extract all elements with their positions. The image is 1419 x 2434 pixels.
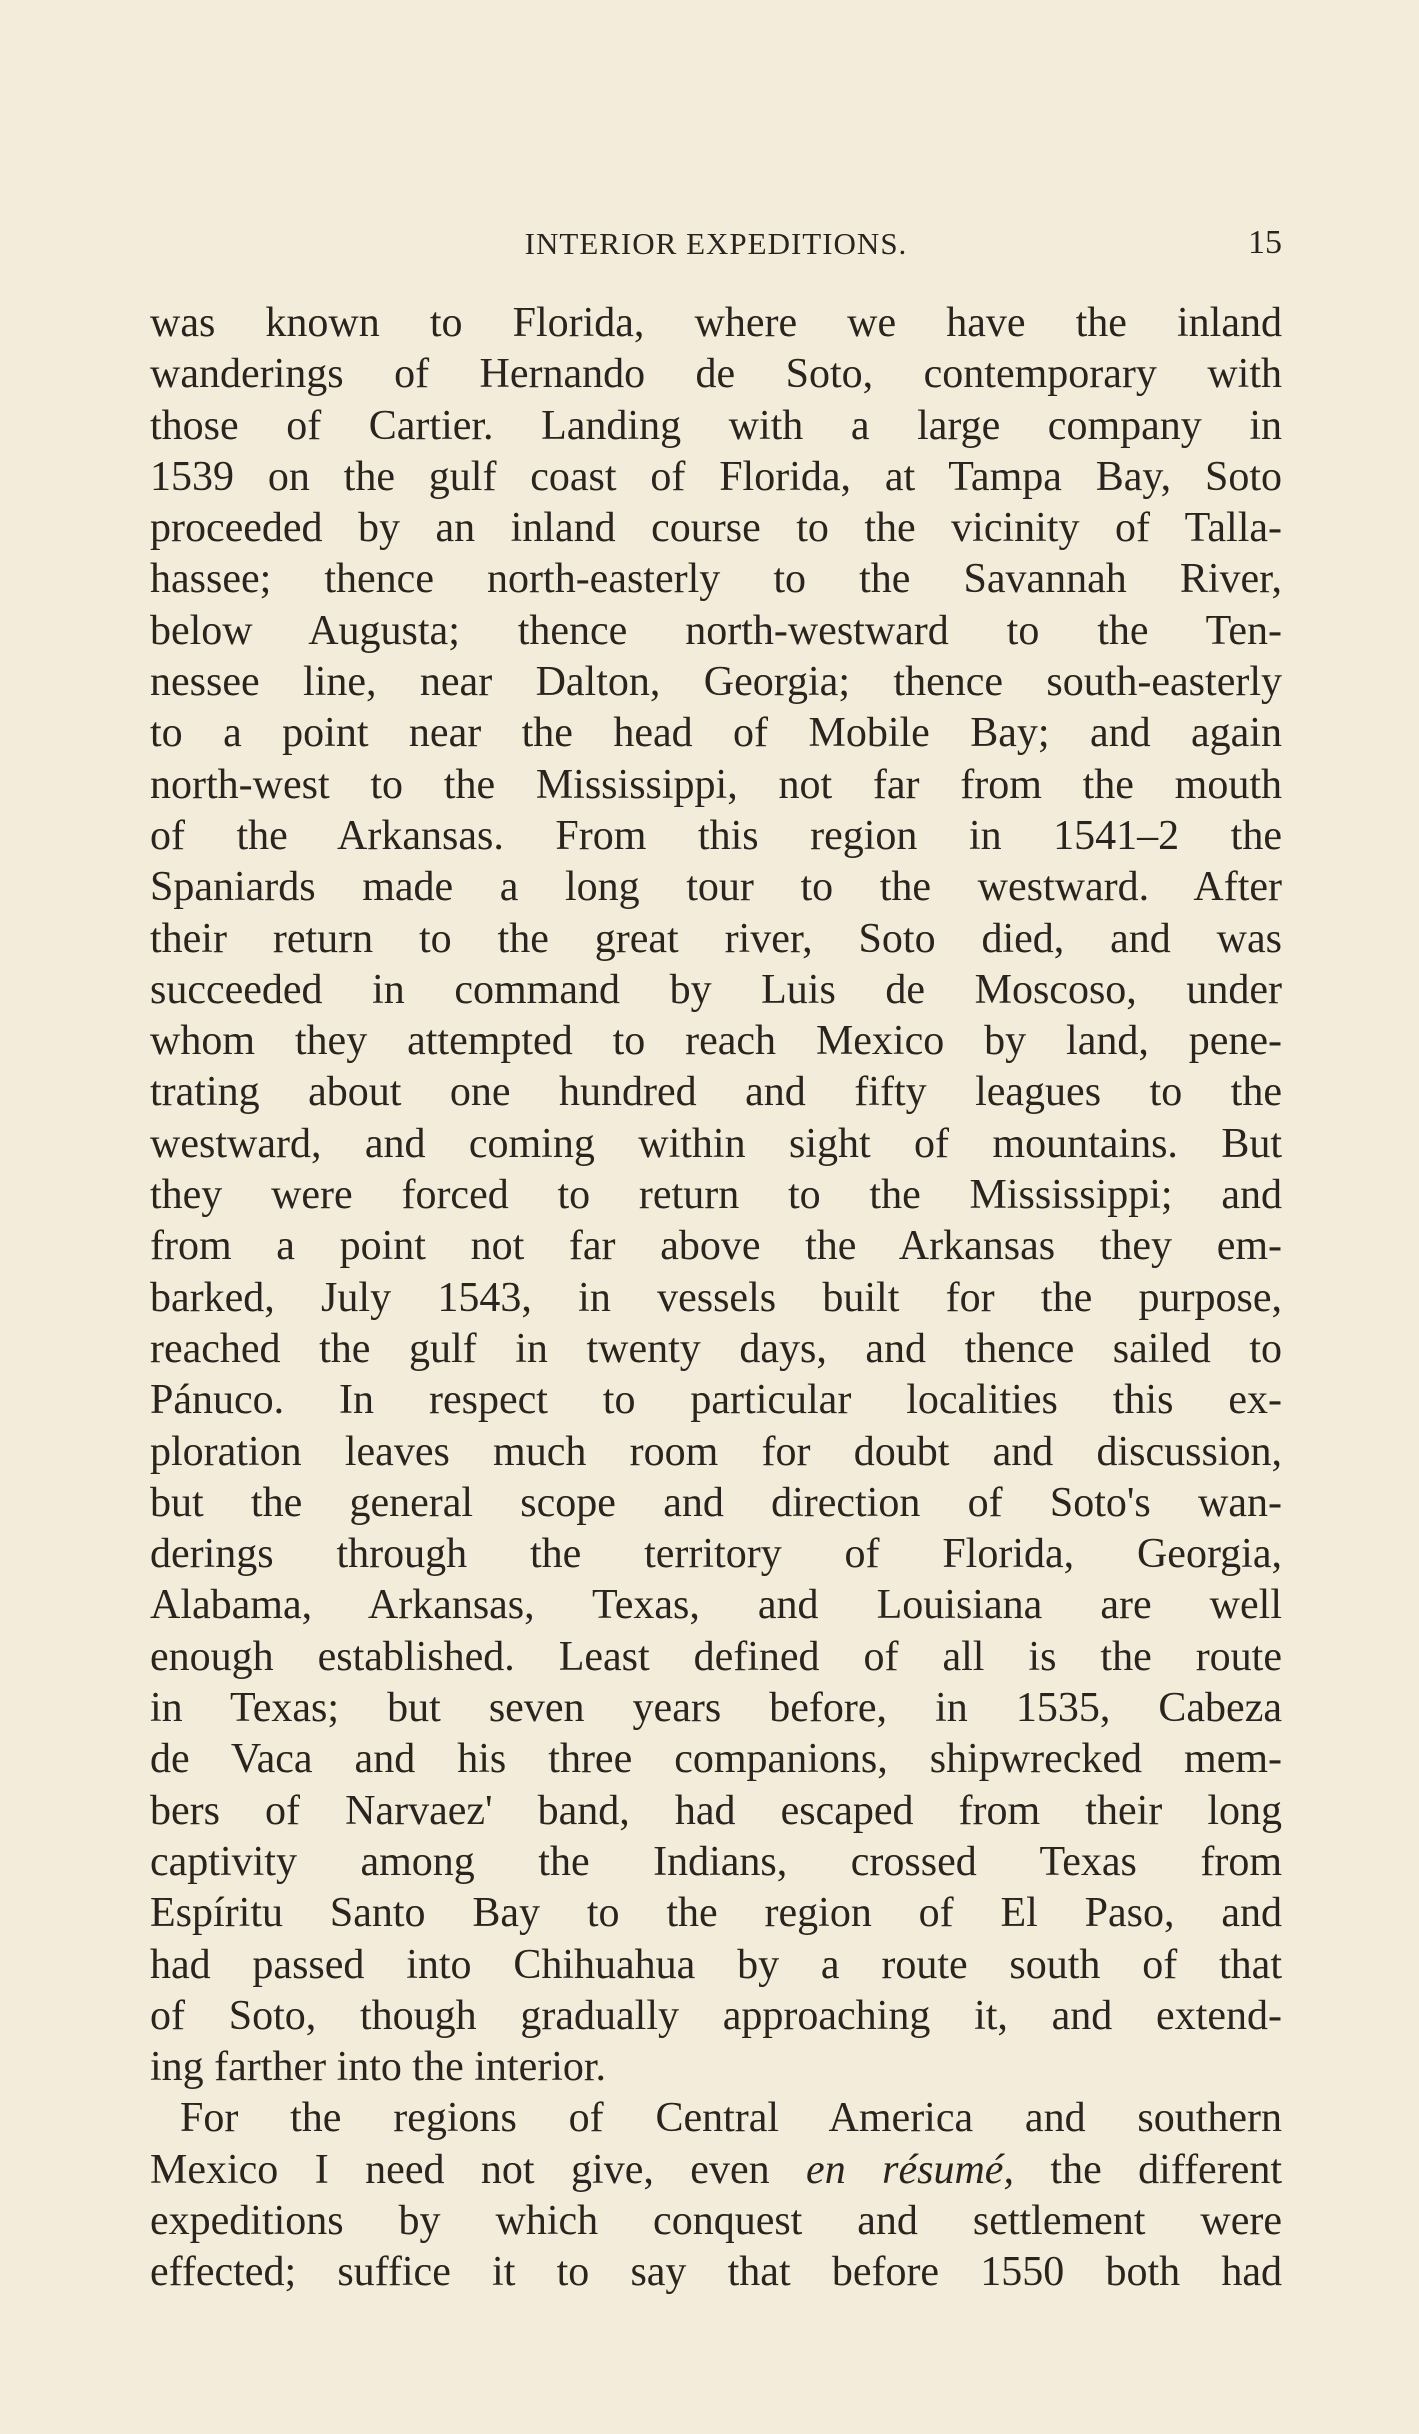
running-head	[150, 222, 1282, 272]
text-line: whom they attempted to reach Mexico by land, pene-	[150, 1018, 1282, 1065]
text-line: Pánuco. In respect to particular localities this ex-	[150, 1377, 1282, 1424]
text-line: had passed into Chihuahua by a route south of that	[150, 1941, 1282, 1988]
text-line: 1539 on the gulf coast of Florida, at Tampa Bay, Soto	[150, 453, 1282, 500]
text-line: north-west to the Mississippi, not far from the mouth	[150, 761, 1282, 808]
text-line: wanderings of Hernando de Soto, contemporary with	[150, 351, 1282, 398]
text-line: reached the gulf in twenty days, and thence sailed to	[150, 1325, 1282, 1372]
text-line: barked, July 1543, in vessels built for the purpose,	[150, 1274, 1282, 1321]
text-line: their return to the great river, Soto died, and was	[150, 915, 1282, 962]
text-line: was known to Florida, where we have the inland	[150, 300, 1282, 346]
paragraph-start-line: For the regions of Central America and southern	[180, 2095, 1282, 2142]
text-line: in Texas; but seven years before, in 1535, Cabeza	[150, 1685, 1282, 1732]
text-line: hassee; thence north-easterly to the Savannah River,	[150, 556, 1282, 603]
text-line: nessee line, near Dalton, Georgia; thence south-easterly	[150, 659, 1282, 706]
text-segment: Mexico I need not give, even	[150, 2146, 770, 2193]
text-line: but the general scope and direction of Soto's wan-	[150, 1479, 1282, 1526]
body-text	[150, 298, 1282, 2299]
text-line: proceeded by an inland course to the vicinity of Talla-	[150, 505, 1282, 552]
text-line: ploration leaves much room for doubt and discussion,	[150, 1428, 1282, 1475]
text-line: from a point not far above the Arkansas they em-	[150, 1223, 1282, 1270]
text-line: they were forced to return to the Mississippi; and	[150, 1172, 1282, 1219]
text-line: to a point near the head of Mobile Bay; and again	[150, 710, 1282, 757]
page-number: 15	[1248, 224, 1282, 261]
text-line-with-italic	[150, 2145, 1282, 2196]
text-line: those of Cartier. Landing with a large company in	[150, 402, 1282, 449]
text-line: of the Arkansas. From this region in 1541–2 the	[150, 812, 1282, 859]
text-segment: the different	[1050, 2146, 1282, 2193]
text-line: bers of Narvaez' band, had escaped from their long	[150, 1787, 1282, 1834]
text-line: enough established. Least defined of all is the route	[150, 1633, 1282, 1680]
text-line: effected; suffice it to say that before 1550 both had	[150, 2249, 1282, 2296]
text-line: Espíritu Santo Bay to the region of El Paso, and	[150, 1890, 1282, 1937]
running-title: INTERIOR EXPEDITIONS.	[524, 226, 908, 261]
text-line: expeditions by which conquest and settlement were	[150, 2197, 1282, 2244]
text-line: of Soto, though gradually approaching it, and extend-	[150, 1992, 1282, 2039]
text-line: de Vaca and his three companions, shipwrecked mem-	[150, 1736, 1282, 1783]
italic-phrase: en résumé,	[806, 2146, 1014, 2193]
text-line: captivity among the Indians, crossed Texas from	[150, 1838, 1282, 1885]
text-line: westward, and coming within sight of mountains. But	[150, 1120, 1282, 1167]
paragraph-end-line: ing farther into the interior.	[150, 2044, 607, 2091]
text-line: trating about one hundred and fifty leagues to the	[150, 1069, 1282, 1116]
text-line: below Augusta; thence north-westward to the Ten-	[150, 607, 1282, 654]
text-line: derings through the territory of Florida, Georgia,	[150, 1531, 1282, 1578]
text-line: Alabama, Arkansas, Texas, and Louisiana are well	[150, 1582, 1282, 1629]
text-line: succeeded in command by Luis de Moscoso, under	[150, 966, 1282, 1013]
text-line: Spaniards made a long tour to the westward. After	[150, 864, 1282, 911]
